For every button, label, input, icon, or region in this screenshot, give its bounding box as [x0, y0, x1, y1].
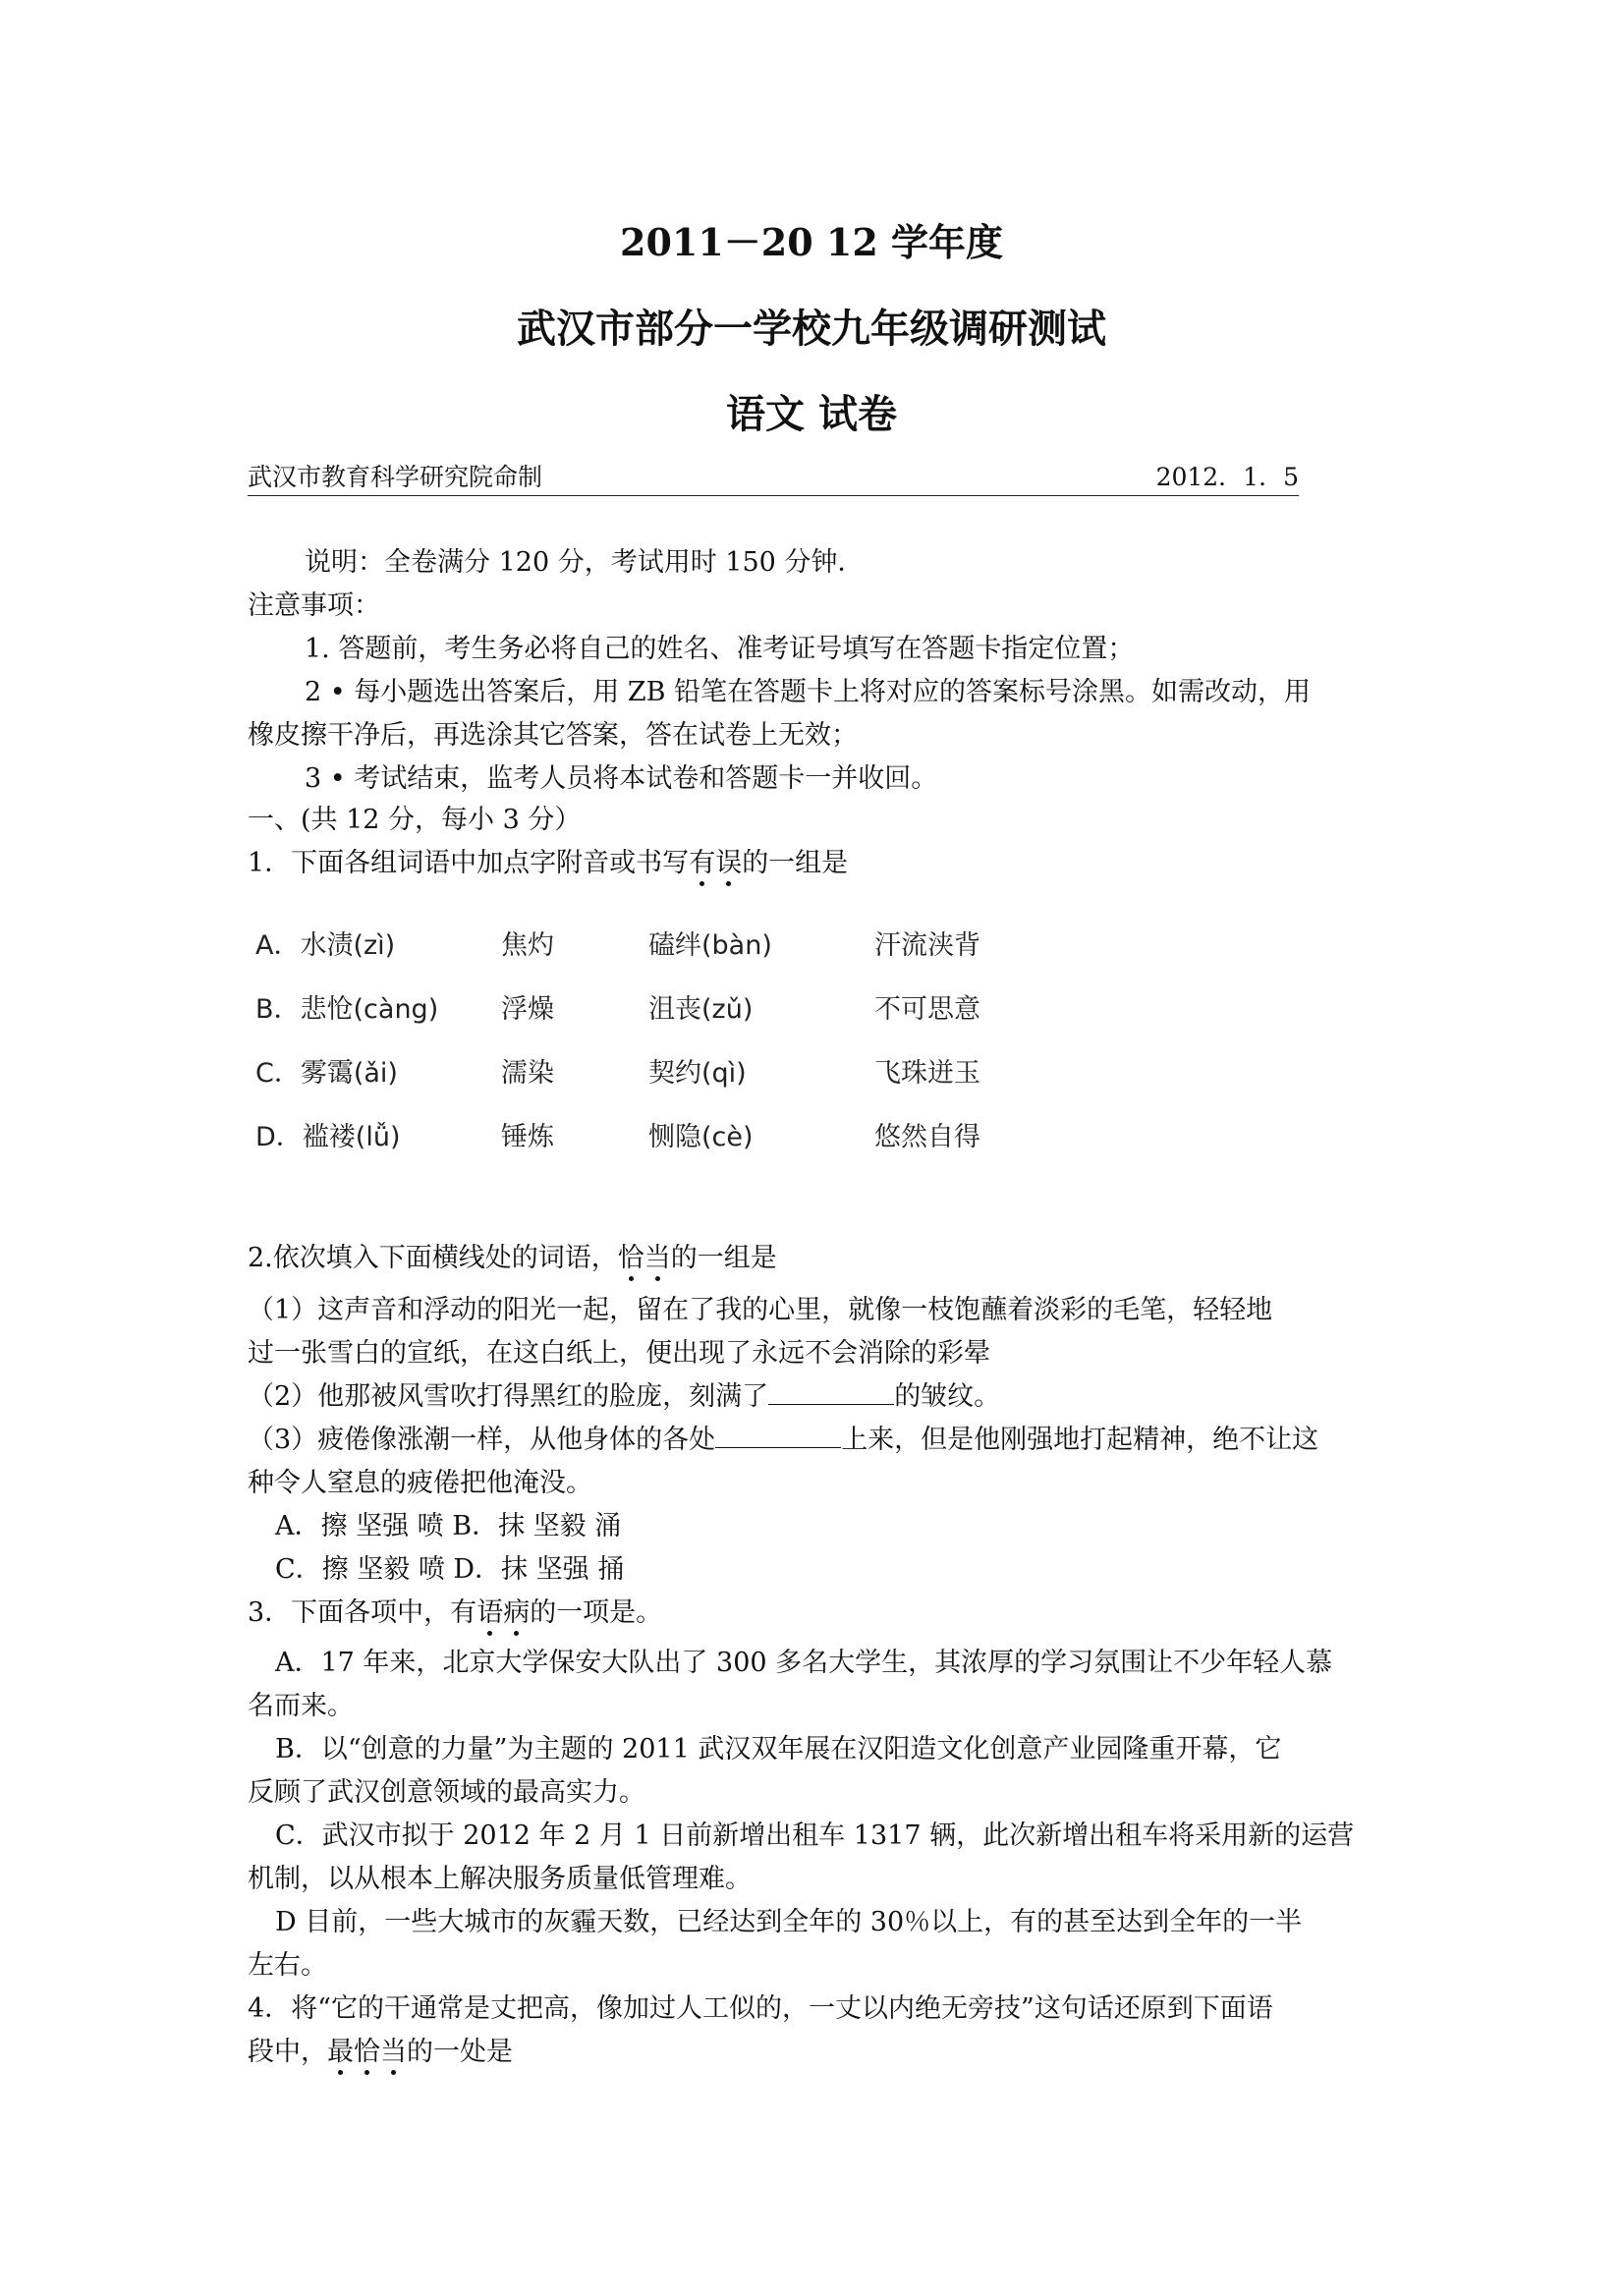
option-c-word-4: 飞珠迸玉 — [874, 1058, 980, 1089]
option-row-d — [248, 1115, 1034, 1154]
question-3-option-c-line-2: 机制，以从根本上解决服务质量低管理难。 — [248, 1864, 752, 1894]
option-d-word-4: 悠然自得 — [874, 1122, 980, 1152]
question-3-option-a-line-1: A．17 年来，北京大学保安大队出了 300 多名大学生，其浓厚的学习氛围让不少年轻人慕 — [275, 1648, 1333, 1678]
exam-date: 2012．1．5 — [1155, 463, 1299, 491]
option-b-word-4: 不可思意 — [874, 994, 980, 1025]
question-3-stem: 3．下面各项中，有语病的一项是。 — [248, 1597, 663, 1628]
option-a-word-3: 磕绊(bàn) — [648, 930, 772, 961]
note-2-line-2: 橡皮擦干净后，再选涂其它答案，答在试卷上无效； — [248, 720, 858, 751]
section-1-heading: 一、(共 12 分，每小 3 分） — [248, 805, 582, 835]
exam-title: 武汉市部分一学校九年级调研测试 — [517, 306, 1106, 352]
option-d-word-2: 锤炼 — [501, 1122, 554, 1152]
emphasis-dot-char: 当 — [644, 1243, 671, 1273]
question-2-sentence-3-line-2: 种令人窒息的疲倦把他淹没。 — [248, 1468, 592, 1498]
emphasis-dot-char: 恰 — [617, 1243, 644, 1273]
question-3-option-d-line-2: 左右。 — [248, 1950, 327, 1981]
question-2-sentence-2: （2）他那被风雪吹打得黑红的脸庞，刻满了 的皱纹。 — [248, 1381, 1001, 1412]
note-1: 1. 答题前，考生务必将自己的姓名、准考证号填写在答题卡指定位置； — [305, 634, 1135, 664]
question-1-options-table — [248, 912, 1034, 1177]
option-c-word-2: 濡染 — [501, 1058, 554, 1089]
question-3-option-d-line-1: D 目前，一些大城市的灰霾天数，已经达到全年的 30％以上，有的甚至达到全年的一半 — [275, 1907, 1303, 1937]
option-b-word-2: 浮燥 — [501, 994, 554, 1025]
subject-title: 语文 试卷 — [726, 391, 897, 437]
emphasis-dot-char: 有 — [689, 848, 716, 878]
option-row-b — [248, 987, 1034, 1027]
option-row-a — [248, 924, 1034, 963]
option-a-word-1: A．水渍(zì) — [255, 930, 396, 961]
option-c-word-3: 契约(qì) — [648, 1058, 747, 1089]
option-d-word-1: D．褴褛(lǚ) — [255, 1122, 401, 1152]
question-2-options-cd: C．擦 坚毅 喷 D．抹 坚强 捅 — [275, 1554, 625, 1585]
question-2-sentence-1-line-2: 过一张雪白的宣纸，在这白纸上，便出现了永远不会消除的彩晕 — [248, 1338, 990, 1369]
note-2-line-1: 2 • 每小题选出答案后，用 ZB 铅笔在答题卡上将对应的答案标号涂黑。如需改动，用 — [305, 677, 1312, 707]
option-row-c — [248, 1051, 1034, 1091]
question-2-stem: 2.依次填入下面横线处的词语，恰当的一组是 — [248, 1243, 777, 1273]
option-c-word-1: C．雾霭(ǎi) — [255, 1058, 398, 1089]
school-year-title: 2011－20 12 学年度 — [620, 220, 1003, 264]
option-a-word-4: 汗流浃背 — [874, 930, 980, 961]
question-1-stem: 1．下面各组词语中加点字附音或书写有误的一组是 — [248, 848, 849, 878]
question-2-sentence-1-line-1: （1）这声音和浮动的阳光一起，留在了我的心里，就像一枝饱蘸着淡彩的毛笔，轻轻地 — [248, 1295, 1273, 1325]
question-4-line-2: 段中，最恰当的一处是 — [248, 2037, 513, 2067]
emphasis-dot-char: 病 — [503, 1597, 531, 1628]
issuer: 武汉市教育科学研究院命制 — [248, 463, 543, 491]
question-3-option-c-line-1: C．武汉市拟于 2012 年 2 月 1 日前新增出租车 1317 辆，此次新增出租车将采用新的运营 — [275, 1820, 1355, 1851]
notes-title: 注意事项： — [248, 590, 380, 621]
note-3: 3 • 考试结束，监考人员将本试卷和答题卡一并收回。 — [305, 763, 938, 794]
emphasis-dot-char: 语 — [476, 1597, 504, 1628]
option-b-word-1: B．悲怆(càng) — [255, 994, 439, 1025]
option-a-word-2: 焦灼 — [501, 930, 554, 961]
question-3-option-b-line-2: 反顾了武汉创意领域的最高实力。 — [248, 1777, 645, 1808]
emphasis-dot-char: 最 — [327, 2037, 354, 2067]
emphasis-dot-char: 误 — [715, 848, 743, 878]
option-d-word-3: 恻隐(cè) — [648, 1122, 754, 1152]
emphasis-dot-char: 当 — [380, 2037, 407, 2067]
exam-description: 说明：全卷满分 120 分，考试用时 150 分钟． — [305, 547, 865, 578]
option-b-word-3: 沮丧(zǔ) — [648, 994, 754, 1025]
question-4-line-1: 4．将“它的干通常是丈把高，像加过人工似的，一丈以内绝无旁技”这句话还原到下面语 — [248, 1993, 1273, 2024]
issuer-header — [248, 458, 1299, 496]
question-3-option-b-line-1: B．以“创意的力量”为主题的 2011 武汉双年展在汉阳造文化创意产业园隆重开幕，它 — [275, 1734, 1282, 1764]
fill-blank — [715, 1426, 841, 1448]
question-2-sentence-3-line-1: （3）疲倦像涨潮一样，从他身体的各处 上来，但是他刚强地打起精神，绝不让这 — [248, 1425, 1319, 1455]
fill-blank — [768, 1382, 894, 1405]
emphasis-dot-char: 恰 — [354, 2037, 380, 2067]
question-2-options-ab: A．擦 坚强 喷 B．抹 坚毅 涌 — [275, 1511, 622, 1541]
question-3-option-a-line-2: 名而来。 — [248, 1691, 354, 1721]
